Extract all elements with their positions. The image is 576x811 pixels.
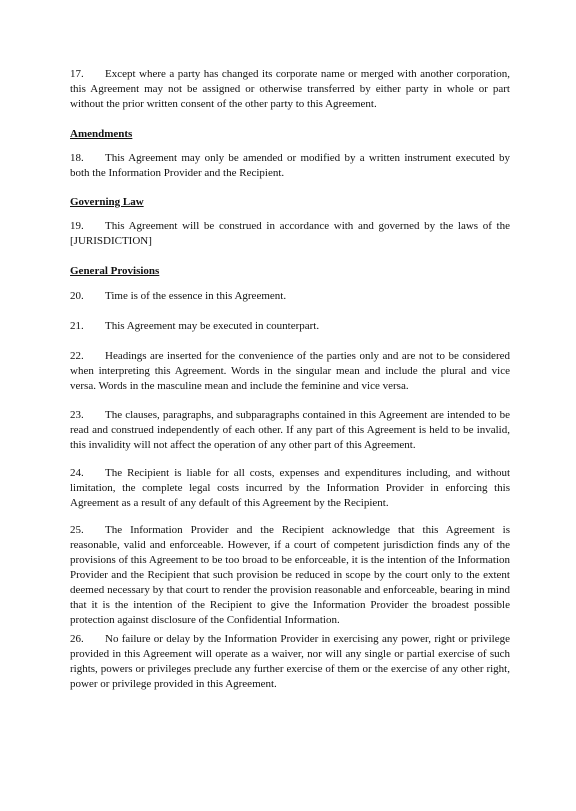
clause-text: No failure or delay by the Information Provider in exercising any power, right or privilege provided in this Agreement will operate as a waiver, nor will any single or partial exercise of such rights, powers or privileges preclude any further exercise of them or the exercise of any other right, power or privilege provided in this Agreement. <box>70 633 510 690</box>
clause-number: 22. <box>70 350 84 362</box>
clause-26 <box>70 632 510 692</box>
clause-17 <box>70 67 510 112</box>
clause-23 <box>70 408 510 453</box>
heading-amendments <box>70 127 510 142</box>
clause-text: This Agreement will be construed in accordance with and governed by the laws of the [JURISDICTION] <box>70 220 510 247</box>
clause-20 <box>70 289 510 304</box>
clause-21 <box>70 319 510 334</box>
clause-19 <box>70 219 510 249</box>
clause-text: The Information Provider and the Recipient acknowledge that this Agreement is reasonable, valid and enforceable. However, if a court of competent jurisdiction finds any of the provisions of this Agreement to be too broad to be enforceable, it is the intention of the Information Provider and the Recipient that such provision be reduced in scope by the court only to the extent deemed necessary by that court to render the provision reasonable and enforceable, bearing in mind that it is the intention of the Recipient to give the Information Provider the broadest possible protection against disclosure of the Confidential Information. <box>70 524 510 626</box>
section-heading: Governing Law <box>70 196 144 208</box>
section-heading: General Provisions <box>70 265 160 277</box>
clause-text: Time is of the essence in this Agreement. <box>105 290 287 302</box>
clause-text: Headings are inserted for the convenience of the parties only and are not to be considered when interpreting this Agreement. Words in the singular mean and include the plural and vice versa. Words in the masculine mean and include the feminine and vice versa. <box>70 350 510 392</box>
clause-number: 26. <box>70 633 84 645</box>
clause-text: The Recipient is liable for all costs, expenses and expenditures including, and without limitation, the complete legal costs incurred by the Information Provider in enforcing this Agreement as a result of any default of this Agreement by the Recipient. <box>70 467 510 509</box>
clause-text: This Agreement may be executed in counterpart. <box>105 320 320 332</box>
clause-22 <box>70 349 510 394</box>
clause-25 <box>70 523 510 628</box>
clause-number: 20. <box>70 290 84 302</box>
clause-number: 21. <box>70 320 84 332</box>
clause-24 <box>70 466 510 511</box>
clause-number: 19. <box>70 220 84 232</box>
clause-text: This Agreement may only be amended or modified by a written instrument executed by both the Information Provider and the Recipient. <box>70 152 510 179</box>
clause-number: 18. <box>70 152 84 164</box>
clause-number: 17. <box>70 68 84 80</box>
heading-governing-law <box>70 195 510 210</box>
heading-general-provisions <box>70 264 510 279</box>
section-heading: Amendments <box>70 128 133 140</box>
clause-number: 24. <box>70 467 84 479</box>
clause-number: 25. <box>70 524 84 536</box>
clause-text: The clauses, paragraphs, and subparagraphs contained in this Agreement are intended to be read and construed independently of each other. If any part of this Agreement is held to be invalid, this invalidity will not affect the operation of any other part of this Agreement. <box>70 409 510 451</box>
clause-text: Except where a party has changed its corporate name or merged with another corporation, this Agreement may not be assigned or otherwise transferred by either party in whole or part without the prior written consent of the other party to this Agreement. <box>70 68 510 110</box>
clause-number: 23. <box>70 409 84 421</box>
clause-18 <box>70 151 510 181</box>
